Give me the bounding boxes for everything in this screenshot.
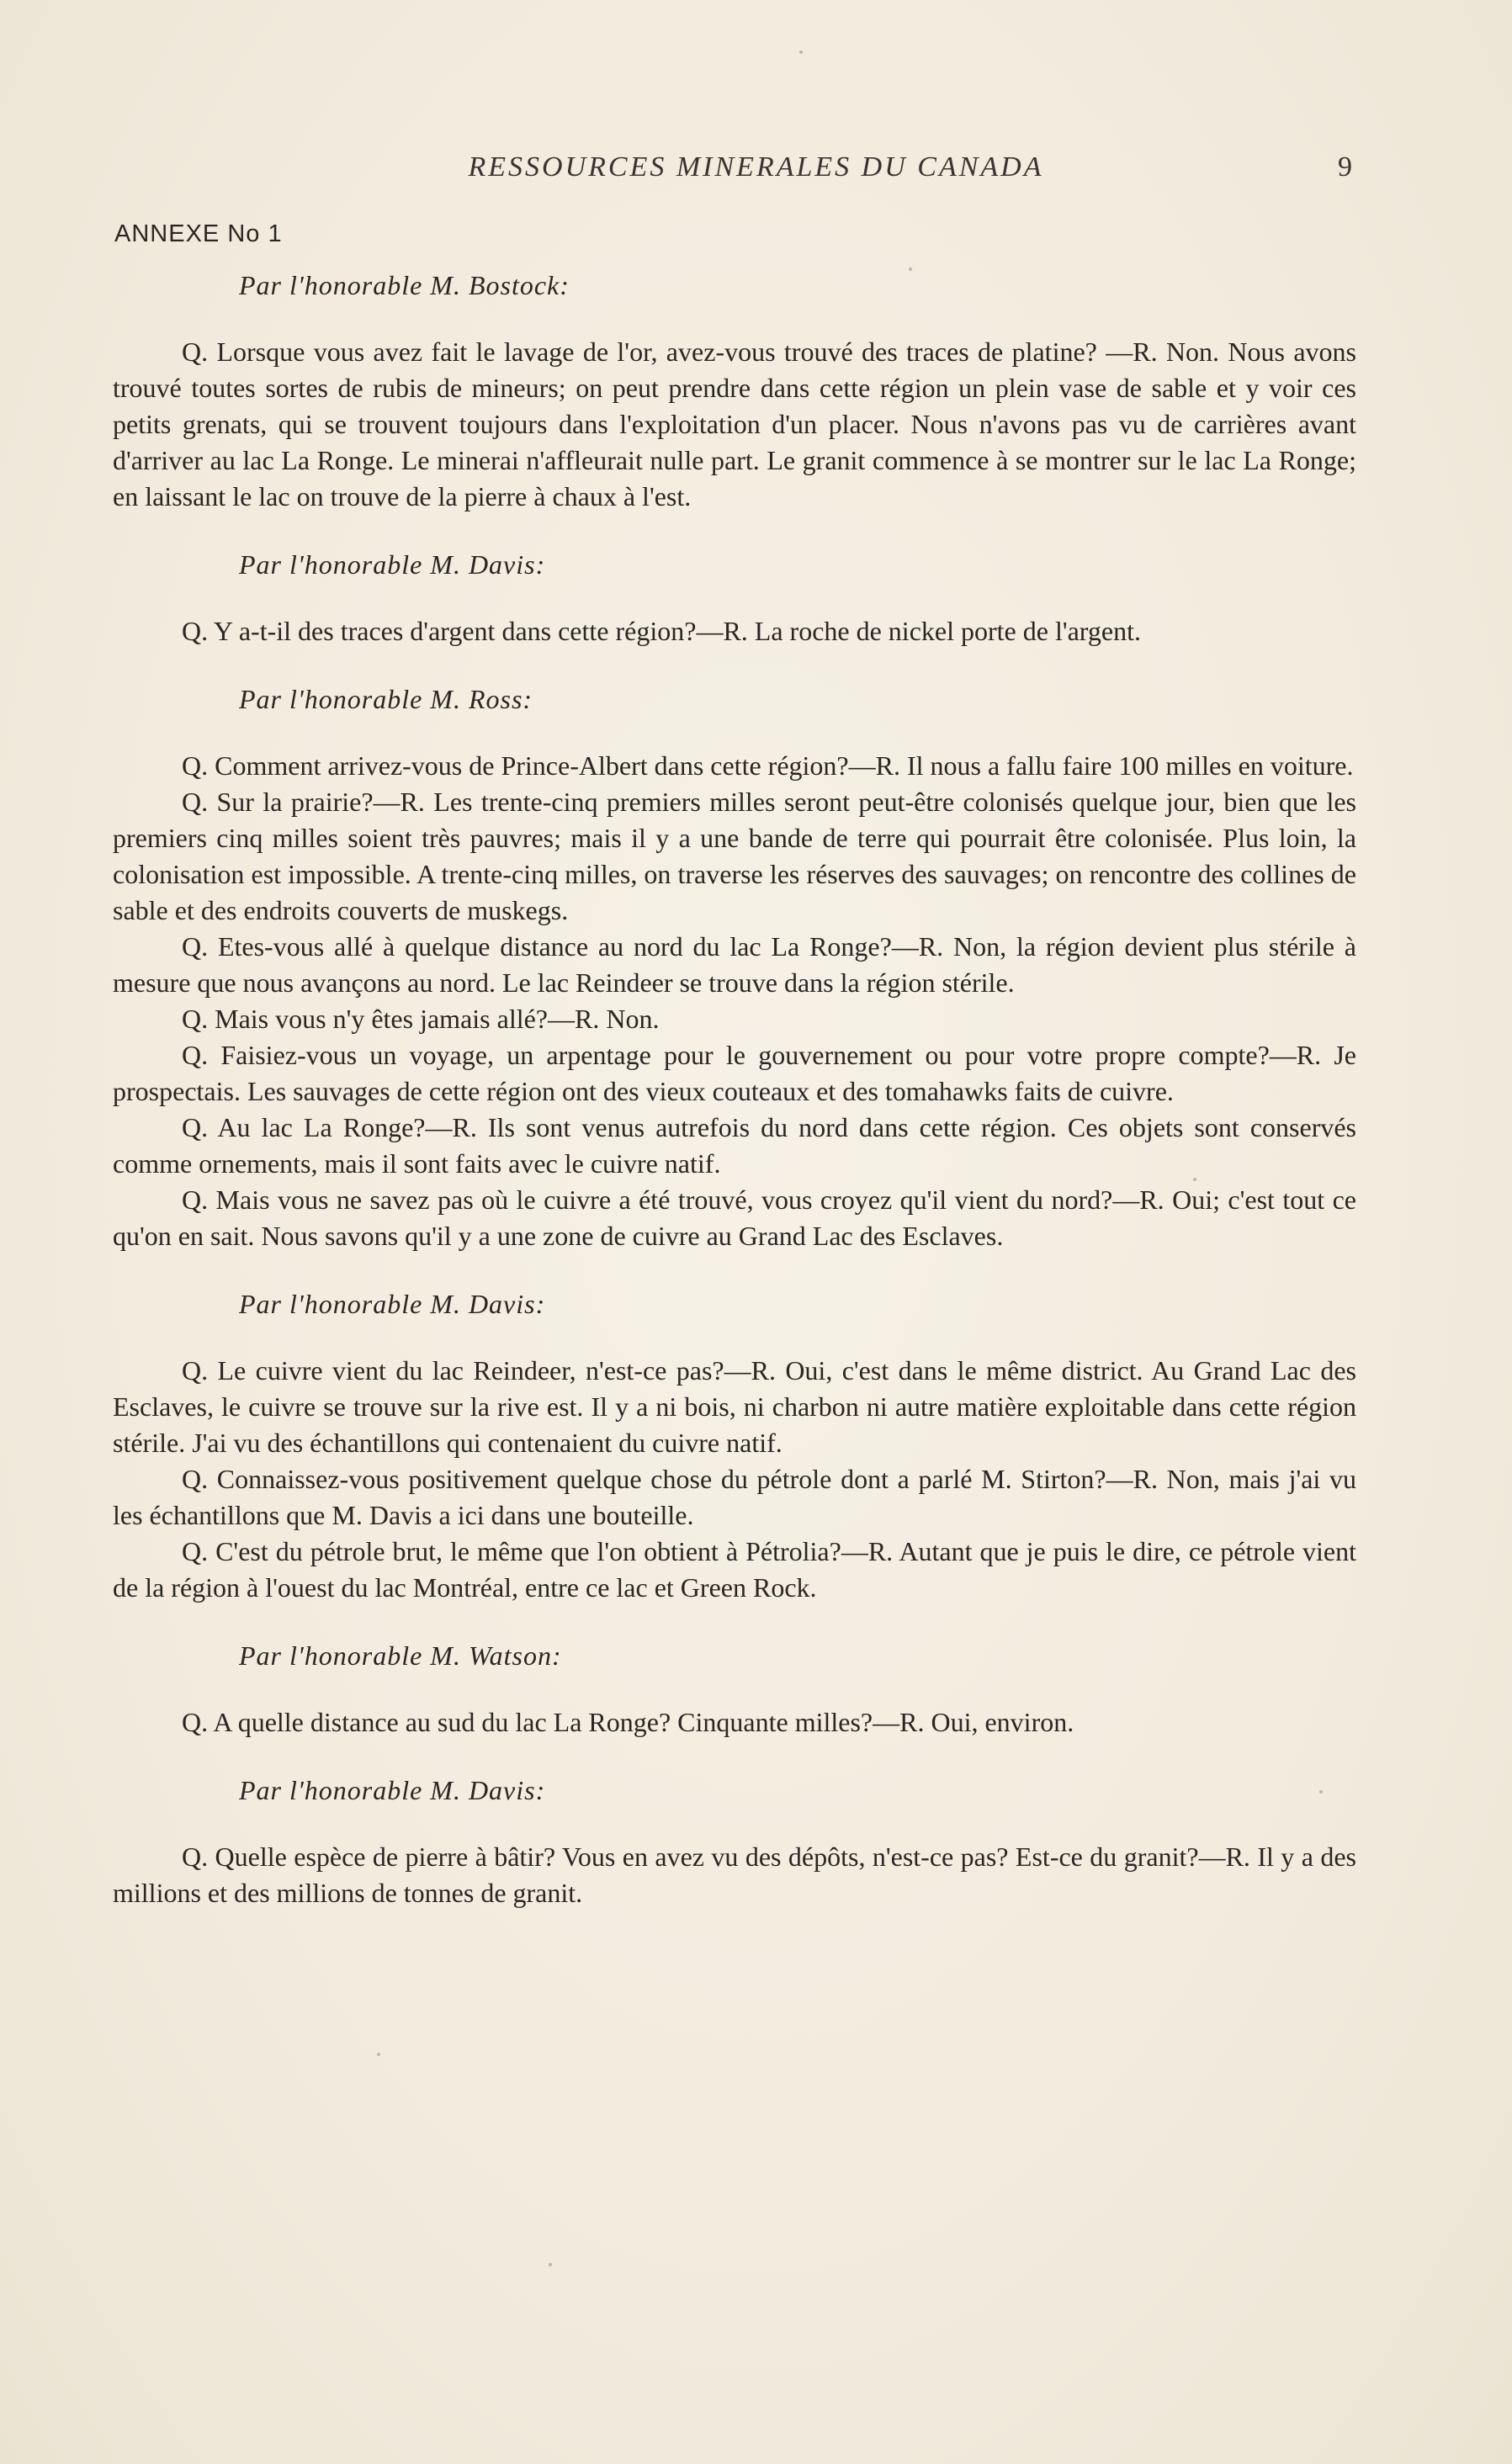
scan-speck	[377, 2053, 380, 2056]
qa-paragraph: Q. Etes-vous allé à quelque distance au nord du lac La Ronge?—R. Non, la région devient plus stérile à mesure que nous avançons au nord. Le lac Reindeer se trouve dans la région stérile.	[113, 931, 1356, 998]
speaker-heading: Par l'honorable M. Davis:	[239, 1775, 546, 1805]
speaker-heading: Par l'honorable M. Watson:	[239, 1640, 562, 1671]
speaker-heading: Par l'honorable M. Ross:	[239, 684, 533, 714]
scan-speck	[1193, 1178, 1196, 1181]
speaker-heading: Par l'honorable M. Davis:	[239, 1289, 546, 1319]
qa-paragraph: Q. Lorsque vous avez fait le lavage de l'or, avez-vous trouvé des traces de platine? —R. Non. Nous avons trouvé toutes sortes de rubis de mineurs; on peut prendre dans cette région un plein vase de sable et y voir ces petits grenats, qui se trouvent toujours dans l'exploitation d'un placer. Nous n'avons pas vu de carrières avant d'arriver au lac La Ronge. Le minerai n'affleurait nulle part. Le granit commence à se montrer sur le lac La Ronge; en laissant le lac on trouve de la pierre à chaux à l'est.	[113, 336, 1356, 511]
annex-label: ANNEXE No 1	[114, 220, 283, 247]
qa-paragraph: Q. Le cuivre vient du lac Reindeer, n'est-ce pas?—R. Oui, c'est dans le même district. Au Grand Lac des Esclaves, le cuivre se trouve sur la rive est. Il y a ni bois, ni charbon ni autre matière exploitable dans cette région stérile. J'ai vu des échantillons qui contenaient du cuivre natif.	[113, 1355, 1356, 1458]
qa-paragraph: Q. Au lac La Ronge?—R. Ils sont venus autrefois du nord dans cette région. Ces objets sont conservés comme ornements, mais il sont faits avec le cuivre natif.	[113, 1112, 1356, 1179]
qa-paragraph: Q. A quelle distance au sud du lac La Ronge? Cinquante milles?—R. Oui, environ.	[182, 1707, 1074, 1737]
document-body	[113, 268, 1356, 1911]
qa-paragraph: Q. C'est du pétrole brut, le même que l'on obtient à Pétrolia?—R. Autant que je puis le dire, ce pétrole vient de la région à l'ouest du lac Montréal, entre ce lac et Green Rock.	[113, 1536, 1356, 1603]
qa-paragraph: Q. Faisiez-vous un voyage, un arpentage pour le gouvernement ou pour votre propre compte?—R. Je prospectais. Les sauvages de cette région ont des vieux couteaux et des tomahawks faits de cuivre.	[113, 1040, 1356, 1106]
scan-speck	[909, 268, 912, 271]
qa-paragraph: Q. Sur la prairie?—R. Les trente-cinq premiers milles seront peut-être colonisés quelque jour, bien que les premiers cinq milles soient très pauvres; mais il y a une bande de terre qui pourrait être colonisée. Plus loin, la colonisation est impossible. A trente-cinq milles, on traverse les réserves des sauvages; on rencontre des collines de sable et des endroits couverts de muskegs.	[113, 787, 1356, 925]
page-number: 9	[1338, 151, 1352, 183]
qa-paragraph: Q. Mais vous ne savez pas où le cuivre a été trouvé, vous croyez qu'il vient du nord?—R. Oui; c'est tout ce qu'on en sait. Nous savons qu'il y a une zone de cuivre au Grand Lac des Esclaves.	[113, 1184, 1356, 1251]
qa-paragraph: Q. Mais vous n'y êtes jamais allé?—R. Non.	[182, 1004, 660, 1034]
speaker-heading: Par l'honorable M. Bostock:	[239, 270, 570, 300]
scan-speck	[549, 2263, 552, 2266]
scan-speck	[799, 50, 803, 54]
qa-paragraph: Q. Quelle espèce de pierre à bâtir? Vous en avez vu des dépôts, n'est-ce pas? Est-ce du granit?—R. Il y a des millions et des millions de tonnes de granit.	[113, 1841, 1356, 1908]
qa-paragraph: Q. Comment arrivez-vous de Prince-Albert dans cette région?—R. Il nous a fallu faire 100 milles en voiture.	[182, 750, 1354, 781]
speaker-heading: Par l'honorable M. Davis:	[239, 549, 546, 580]
scan-speck	[1319, 1790, 1323, 1794]
running-head: RESSOURCES MINERALES DU CANADA	[468, 151, 1044, 183]
qa-paragraph: Q. Y a-t-il des traces d'argent dans cette région?—R. La roche de nickel porte de l'argent.	[182, 616, 1141, 646]
qa-paragraph: Q. Connaissez-vous positivement quelque chose du pétrole dont a parlé M. Stirton?—R. Non, mais j'ai vu les échantillons que M. Davis a ici dans une bouteille.	[113, 1464, 1356, 1530]
